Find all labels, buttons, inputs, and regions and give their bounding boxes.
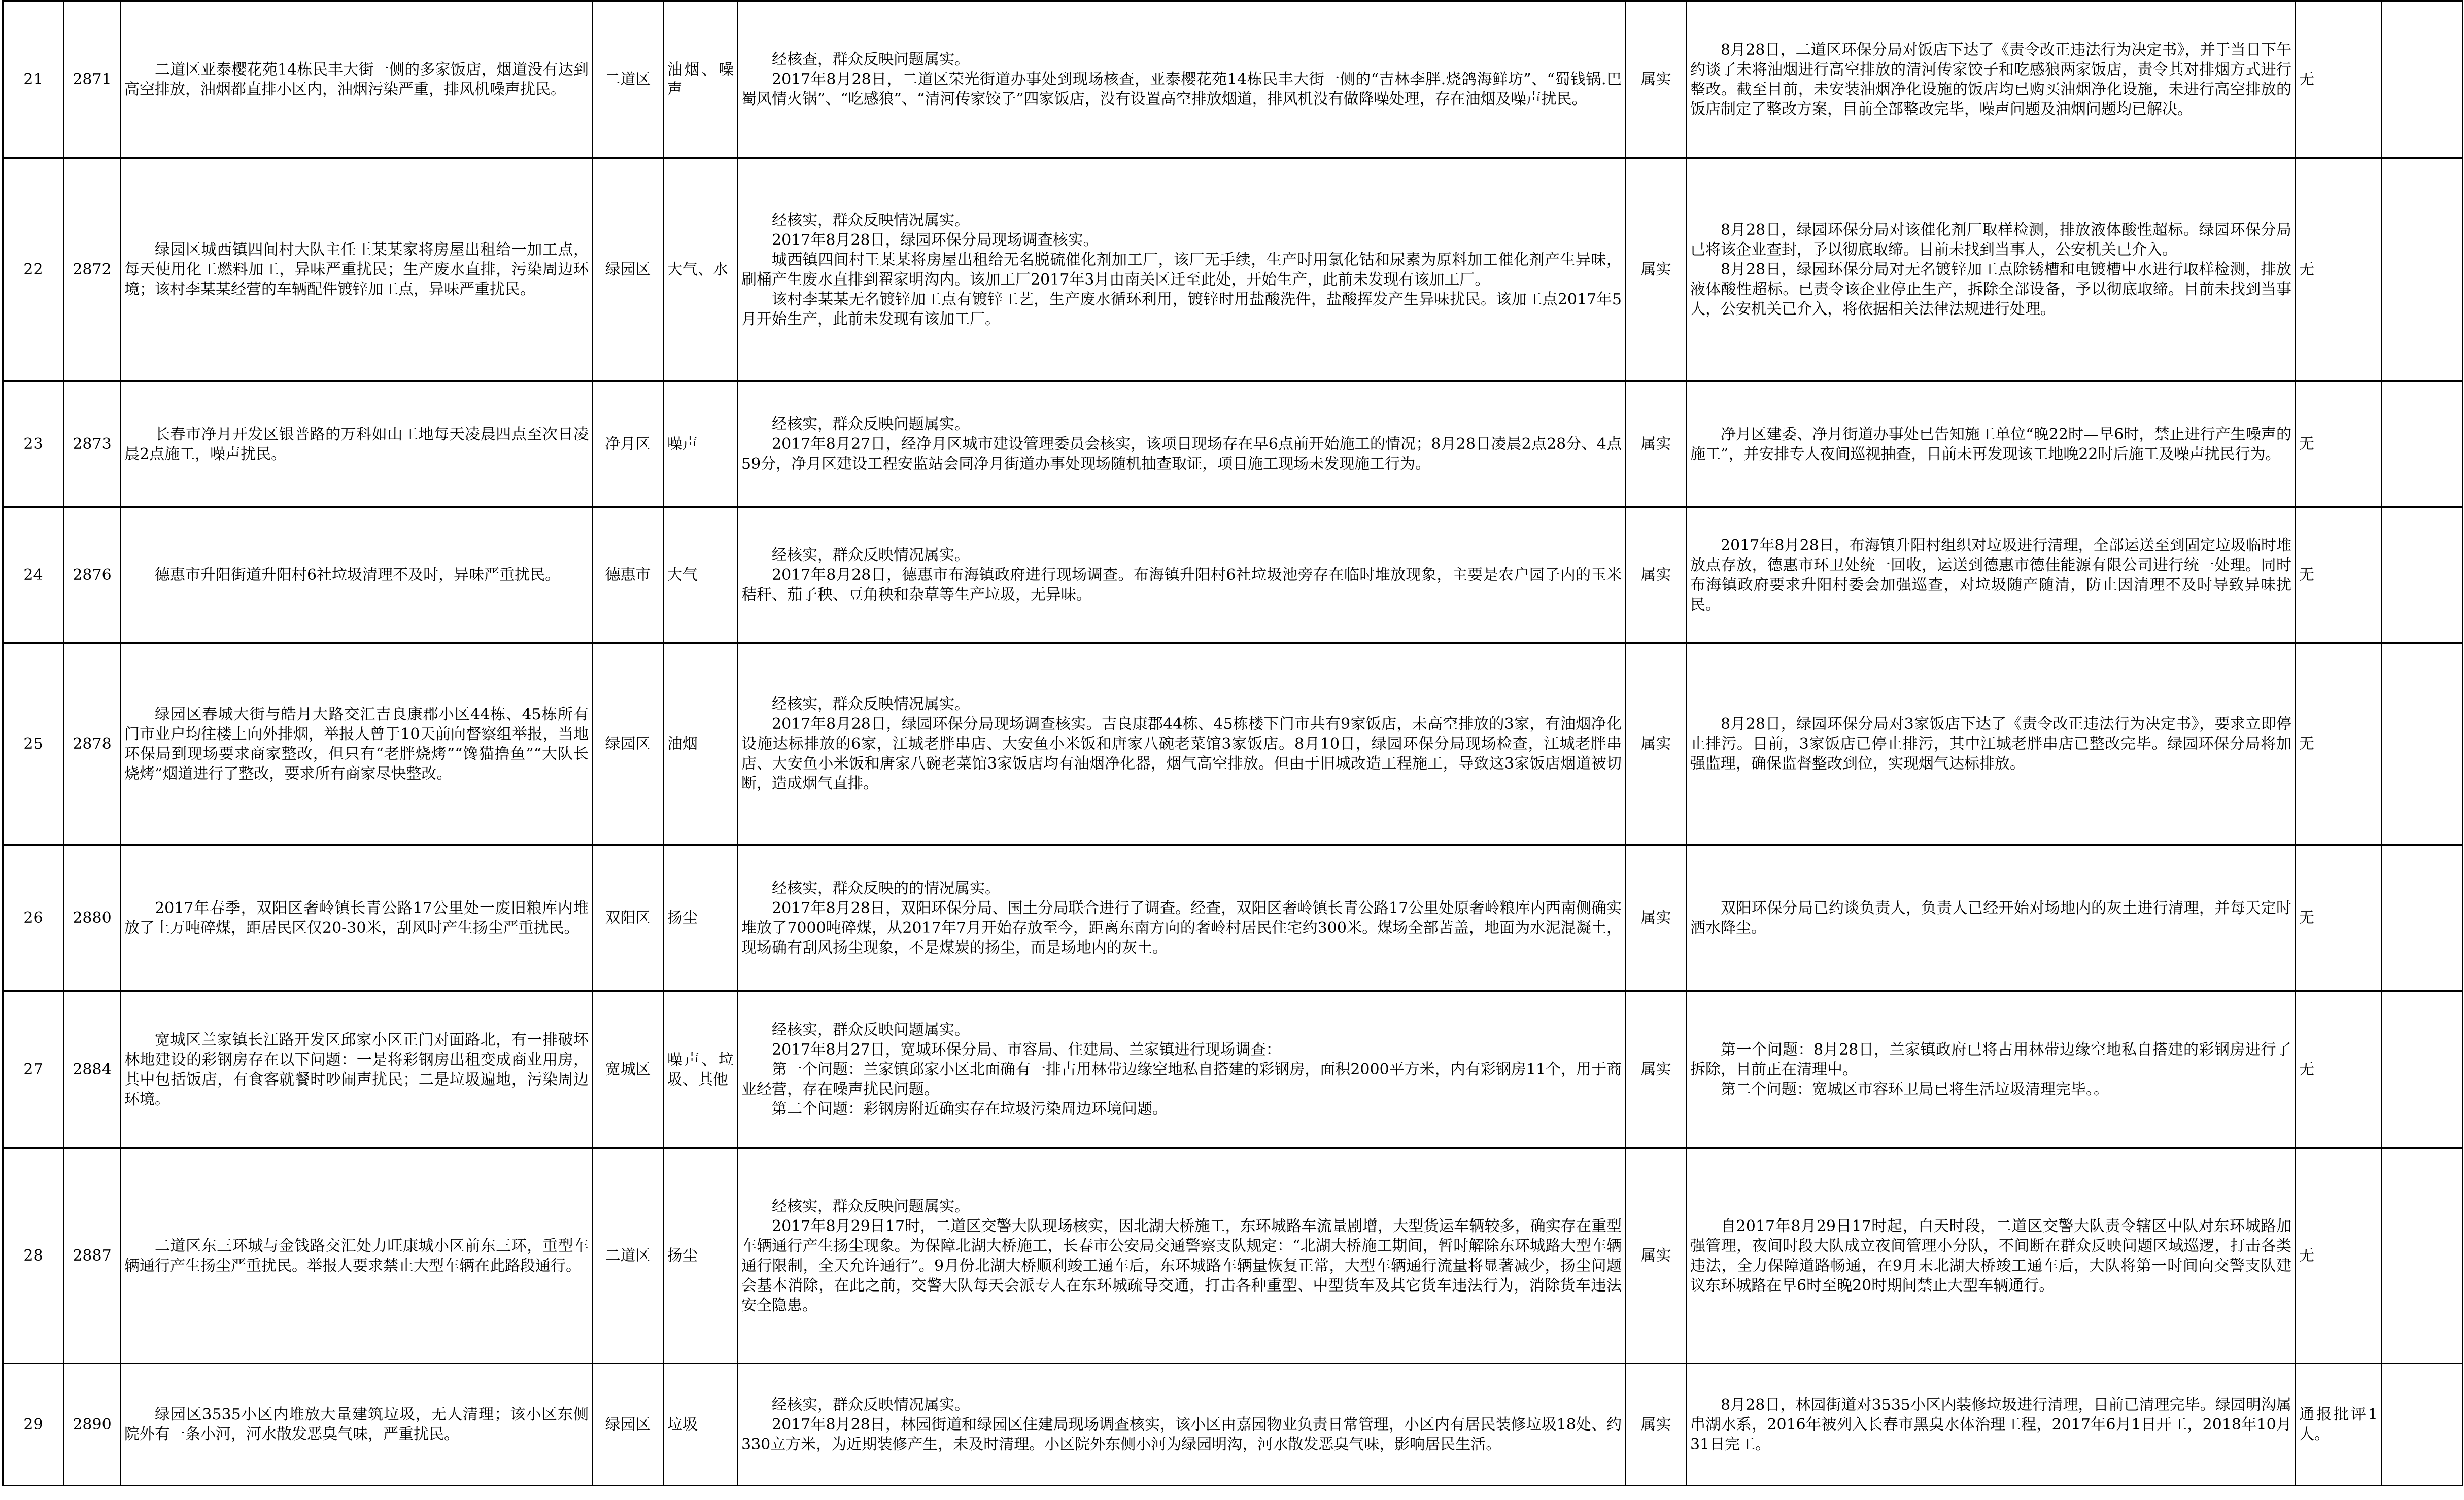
paragraph: 经核查，群众反映问题属实。 — [772, 51, 970, 68]
paragraph: 净月区建委、净月街道办事处已告知施工单位“晚22时—早6时，禁止进行产生噪声的施工”，并安排专人夜间巡视抽查，目前未再发现该工地晚22时后施工及噪声扰民行为。 — [1690, 425, 2291, 463]
petition-table — [2, 0, 2463, 1486]
paragraph: 德惠市升阳街道升阳村6社垃圾清理不及时，异味严重扰民。 — [155, 566, 561, 584]
table-row — [3, 1364, 2463, 1486]
district: 绿园区 — [593, 643, 664, 845]
investigation-result — [738, 1364, 1626, 1486]
pollution-type: 扬尘 — [664, 1148, 738, 1364]
case-id: 2887 — [64, 1148, 121, 1364]
investigation-result — [738, 643, 1626, 845]
accountability: 通报批评1人。 — [2296, 1364, 2382, 1486]
paragraph: 2017年8月28日，林园街道和绿园区住建局现场调查核实，该小区由嘉园物业负责日常管理，小区内有居民装修垃圾18处、约330立方米，为近期装修产生，未及时清理。小区院外东侧小河为绿园明沟，河水散发恶臭气味，影响居民生活。 — [741, 1415, 1622, 1453]
paragraph: 二道区东三环城与金钱路交汇处力旺康城小区前东三环，重型车辆通行产生扬尘严重扰民。举报人要求禁止大型车辆在此路段通行。 — [124, 1237, 589, 1275]
case-id: 2876 — [64, 507, 121, 643]
table-body — [3, 1, 2463, 1486]
case-id: 2880 — [64, 845, 121, 991]
paragraph: 经核实，群众反映情况属实。 — [772, 546, 970, 564]
table-row — [3, 1, 2463, 158]
pollution-type: 噪声 — [664, 381, 738, 507]
complaint-content — [121, 507, 593, 643]
paragraph: 经核实，群众反映情况属实。 — [772, 695, 970, 713]
complaint-content — [121, 845, 593, 991]
table-row — [3, 158, 2463, 381]
table-row — [3, 643, 2463, 845]
investigation-result — [738, 991, 1626, 1148]
paragraph: 第一个问题：8月28日，兰家镇政府已将占用林带边缘空地私自搭建的彩钢房进行了拆除，目前正在清理中。 — [1690, 1041, 2291, 1078]
table-row — [3, 991, 2463, 1148]
remark — [2382, 507, 2463, 643]
table-row — [3, 507, 2463, 643]
paragraph: 2017年8月27日，经净月区城市建设管理委员会核实，该项目现场存在早6点前开始施工的情况；8月28日凌晨2点28分、4点59分，净月区建设工程安监站会同净月街道办事处现场随机抽查取证，项目施工现场未发现施工行为。 — [741, 435, 1622, 473]
district: 绿园区 — [593, 158, 664, 381]
district: 绿园区 — [593, 1364, 664, 1486]
district: 二道区 — [593, 1148, 664, 1364]
row-number: 21 — [3, 1, 64, 158]
pollution-type: 大气、水 — [664, 158, 738, 381]
remark — [2382, 643, 2463, 845]
paragraph: 宽城区兰家镇长江路开发区邱家小区正门对面路北，有一排破坏林地建设的彩钢房存在以下问题：一是将彩钢房出租变成商业用房，其中包括饭店，有食客就餐时吵闹声扰民；二是垃圾遍地，污染周边环境。 — [124, 1031, 589, 1108]
handling-result — [1687, 845, 2296, 991]
remark — [2382, 158, 2463, 381]
handling-result — [1687, 1, 2296, 158]
verdict: 属实 — [1626, 643, 1687, 845]
paragraph: 2017年8月28日，绿园环保分局现场调查核实。吉良康郡44栋、45栋楼下门市共有9家饭店，未高空排放的3家，有油烟净化设施达标排放的6家，江城老胖串店、大安鱼小米饭和唐家八碗老菜馆3家饭店。8月10日，绿园环保分局现场检查，江城老胖串店、大安鱼小米饭和唐家八碗老菜馆3家饭店均有油烟净化器，烟气高空排放。但由于旧城改造工程施工，导致这3家饭店烟道被切断，造成烟气直排。 — [741, 715, 1622, 792]
paragraph: 绿园区3535小区内堆放大量建筑垃圾，无人清理；该小区东侧院外有一条小河，河水散发恶臭气味，严重扰民。 — [124, 1406, 589, 1443]
handling-result — [1687, 507, 2296, 643]
table-row — [3, 381, 2463, 507]
complaint-content — [121, 381, 593, 507]
table-row — [3, 845, 2463, 991]
paragraph: 2017年8月28日，双阳环保分局、国土分局联合进行了调查。经查，双阳区奢岭镇长青公路17公里处原奢岭粮库内西南侧确实堆放了7000吨碎煤，从2017年7月开始存放至今，距离东南方向的奢岭村居民住宅约300米。煤场全部苫盖，地面为水泥混凝土，现场确有刮风扬尘现象，不是煤炭的扬尘，而是场地内的灰土。 — [741, 899, 1622, 957]
remark — [2382, 845, 2463, 991]
paragraph: 经核实，群众反映问题属实。 — [772, 1021, 970, 1039]
paragraph: 2017年春季，双阳区奢岭镇长青公路17公里处一废旧粮库内堆放了上万吨碎煤，距居民区仅20-30米，刮风时产生扬尘严重扰民。 — [124, 899, 589, 937]
pollution-type: 油烟 — [664, 643, 738, 845]
investigation-result — [738, 381, 1626, 507]
report-page — [2, 0, 2462, 1486]
paragraph: 8月28日，绿园环保分局对3家饭店下达了《责令改正违法行为决定书》，要求立即停止排污。目前，3家饭店已停止排污，其中江城老胖串店已整改完毕。绿园环保分局将加强监理，确保监督整改到位，实现烟气达标排放。 — [1690, 715, 2291, 773]
paragraph: 自2017年8月29日17时起，白天时段，二道区交警大队责令辖区中队对东环城路加强管理，夜间时段大队成立夜间管理小分队，不间断在群众反映问题区域巡逻，打击各类违法，全力保障道路畅通，在9月末北湖大桥竣工通车后，大队将第一时间向交警支队建议东环城路在早6时至晚20时期间禁止大型车辆通行。 — [1690, 1217, 2291, 1295]
paragraph: 8月28日，绿园环保分局对该催化剂厂取样检测，排放液体酸性超标。绿园环保分局已将该企业查封，予以彻底取缔。目前未找到当事人，公安机关已介入。 — [1690, 221, 2291, 259]
case-id: 2873 — [64, 381, 121, 507]
accountability: 无 — [2296, 507, 2382, 643]
case-id: 2884 — [64, 991, 121, 1148]
accountability: 无 — [2296, 381, 2382, 507]
remark — [2382, 1148, 2463, 1364]
paragraph: 8月28日，绿园环保分局对无名镀锌加工点除锈槽和电镀槽中水进行取样检测，排放液体酸性超标。已责令该企业停止生产，拆除全部设备，予以彻底取缔。目前未找到当事人，公安机关已介入，将依据相关法律法规进行处理。 — [1690, 261, 2291, 318]
accountability: 无 — [2296, 643, 2382, 845]
remark — [2382, 1, 2463, 158]
row-number: 23 — [3, 381, 64, 507]
row-number: 22 — [3, 158, 64, 381]
verdict: 属实 — [1626, 507, 1687, 643]
verdict: 属实 — [1626, 1364, 1687, 1486]
complaint-content — [121, 158, 593, 381]
paragraph: 第二个问题：彩钢房附近确实存在垃圾污染周边环境问题。 — [772, 1100, 1168, 1118]
investigation-result — [738, 1148, 1626, 1364]
paragraph: 双阳环保分局已约谈负责人，负责人已经开始对场地内的灰土进行清理，并每天定时洒水降尘。 — [1690, 899, 2291, 937]
case-id: 2872 — [64, 158, 121, 381]
paragraph: 经核实，群众反映问题属实。 — [772, 415, 970, 433]
verdict: 属实 — [1626, 845, 1687, 991]
accountability: 无 — [2296, 991, 2382, 1148]
pollution-type: 大气 — [664, 507, 738, 643]
verdict: 属实 — [1626, 991, 1687, 1148]
complaint-content — [121, 1148, 593, 1364]
row-number: 26 — [3, 845, 64, 991]
accountability: 无 — [2296, 845, 2382, 991]
district: 宽城区 — [593, 991, 664, 1148]
complaint-content — [121, 1364, 593, 1486]
handling-result — [1687, 1364, 2296, 1486]
complaint-content — [121, 991, 593, 1148]
paragraph: 2017年8月27日，宽城环保分局、市容局、住建局、兰家镇进行现场调查： — [772, 1041, 1281, 1059]
paragraph: 经核实，群众反映的的情况属实。 — [772, 879, 1000, 897]
investigation-result — [738, 507, 1626, 643]
pollution-type: 垃圾 — [664, 1364, 738, 1486]
paragraph: 绿园区春城大街与皓月大路交汇吉良康郡小区44栋、45栋所有门市业户均往楼上向外排烟，举报人曾于10天前向督察组举报，当地环保局到现场要求商家整改，但只有“老胖烧烤”“馋猫撸鱼”“大队长烧烤”烟道进行了整改，要求所有商家尽快整改。 — [124, 705, 589, 783]
handling-result — [1687, 991, 2296, 1148]
accountability: 无 — [2296, 158, 2382, 381]
paragraph: 第一个问题：兰家镇邱家小区北面确有一排占用林带边缘空地私自搭建的彩钢房，面积2000平方米，内有彩钢房11个，用于商业经营，存在噪声扰民问题。 — [741, 1061, 1622, 1098]
remark — [2382, 1364, 2463, 1486]
row-number: 27 — [3, 991, 64, 1148]
paragraph: 经核实，群众反映情况属实。 — [772, 211, 970, 229]
paragraph: 2017年8月29日17时，二道区交警大队现场核实，因北湖大桥施工，东环城路车流量剧增，大型货运车辆较多，确实存在重型车辆通行产生扬尘现象。为保障北湖大桥施工，长春市公安局交通警察支队规定：“北湖大桥施工期间，暂时解除东环城路大型车辆通行限制，全天允许通行”。9月份北湖大桥顺利竣工通车后，东环城路车辆量恢复正常，大型车辆通行流量将显著减少，扬尘问题会基本消除，在此之前，交警大队每天会派专人在东环城疏导交通，打击各种重型、中型货车及其它货车违法行为，消除货车违法安全隐患。 — [741, 1217, 1622, 1314]
paragraph: 长春市净月开发区银普路的万科如山工地每天凌晨四点至次日凌晨2点施工，噪声扰民。 — [124, 425, 589, 463]
verdict: 属实 — [1626, 381, 1687, 507]
table-row — [3, 1148, 2463, 1364]
investigation-result — [738, 845, 1626, 991]
remark — [2382, 991, 2463, 1148]
paragraph: 经核实，群众反映问题属实。 — [772, 1197, 970, 1215]
case-id: 2871 — [64, 1, 121, 158]
row-number: 24 — [3, 507, 64, 643]
row-number: 25 — [3, 643, 64, 845]
investigation-result — [738, 1, 1626, 158]
district: 二道区 — [593, 1, 664, 158]
handling-result — [1687, 643, 2296, 845]
paragraph: 二道区亚泰樱花苑14栋民丰大街一侧的多家饭店，烟道没有达到高空排放，油烟都直排小区内，油烟污染严重，排风机噪声扰民。 — [124, 60, 589, 98]
paragraph: 2017年8月28日，德惠市布海镇政府进行现场调查。布海镇升阳村6社垃圾池旁存在临时堆放现象，主要是农户园子内的玉米秸秆、茄子秧、豆角秧和杂草等生产垃圾，无异味。 — [741, 566, 1622, 604]
complaint-content — [121, 643, 593, 845]
handling-result — [1687, 158, 2296, 381]
complaint-content — [121, 1, 593, 158]
paragraph: 绿园区城西镇四间村大队主任王某某家将房屋出租给一加工点，每天使用化工燃料加工，异味严重扰民；生产废水直排，污染周边环境；该村李某某经营的车辆配件镀锌加工点，异味严重扰民。 — [124, 241, 589, 298]
pollution-type: 噪声、垃圾、其他 — [664, 991, 738, 1148]
paragraph: 8月28日，林园街道对3535小区内装修垃圾进行清理，目前已清理完毕。绿园明沟属串湖水系，2016年被列入长春市黑臭水体治理工程，2017年6月1日开工，2018年10月31日完工。 — [1690, 1396, 2291, 1453]
paragraph: 第二个问题：宽城区市容环卫局已将生活垃圾清理完毕。。 — [1721, 1080, 2109, 1098]
paragraph: 经核实，群众反映情况属实。 — [772, 1396, 970, 1414]
remark — [2382, 381, 2463, 507]
district: 净月区 — [593, 381, 664, 507]
paragraph: 2017年8月28日，布海镇升阳村组织对垃圾进行清理，全部运送至到固定垃圾临时堆放点存放，德惠市环卫处统一回收，运送到德惠市德佳能源有限公司进行统一处理。同时布海镇政府要求升阳村委会加强巡查，对垃圾随产随清，防止因清理不及时导致异味扰民。 — [1690, 536, 2291, 614]
paragraph: 2017年8月28日，二道区荣光街道办事处到现场核查，亚泰樱花苑14栋民丰大街一侧的“吉林李胖.烧鸽海鲜坊”、“蜀钱锅.巴蜀风情火锅”、“吃感狼”、“清河传家饺子”四家饭店，没有设置高空排放烟道，排风机没有做降噪处理，存在油烟及噪声扰民。 — [741, 71, 1622, 108]
case-id: 2890 — [64, 1364, 121, 1486]
paragraph: 该村李某某无名镀锌加工点有镀锌工艺，生产废水循环利用，镀锌时用盐酸洗件，盐酸挥发产生异味扰民。该加工点2017年5月开始生产，此前未发现有该加工厂。 — [741, 290, 1622, 328]
row-number: 28 — [3, 1148, 64, 1364]
district: 德惠市 — [593, 507, 664, 643]
paragraph: 2017年8月28日，绿园环保分局现场调查核实。 — [772, 231, 1099, 249]
pollution-type: 油烟、噪声 — [664, 1, 738, 158]
handling-result — [1687, 381, 2296, 507]
investigation-result — [738, 158, 1626, 381]
row-number: 29 — [3, 1364, 64, 1486]
handling-result — [1687, 1148, 2296, 1364]
pollution-type: 扬尘 — [664, 845, 738, 991]
district: 双阳区 — [593, 845, 664, 991]
accountability: 无 — [2296, 1, 2382, 158]
paragraph: 城西镇四间村王某某将房屋出租给无名脱硫催化剂加工厂，该厂无手续，生产时用氯化钴和尿素为原料加工催化剂产生异味，刷桶产生废水直排到翟家明沟内。该加工厂2017年3月由南关区迁至此处，开始生产，此前未发现有该加工厂。 — [741, 251, 1622, 289]
accountability: 无 — [2296, 1148, 2382, 1364]
verdict: 属实 — [1626, 1, 1687, 158]
verdict: 属实 — [1626, 1148, 1687, 1364]
paragraph: 8月28日，二道区环保分局对饭店下达了《责令改正违法行为决定书》，并于当日下午约谈了未将油烟进行高空排放的清河传家饺子和吃感狼两家饭店，责令其对排烟方式进行整改。截至目前，未安装油烟净化设施的饭店均已购买油烟净化设施，未进行高空排放的饭店制定了整改方案，目前全部整改完毕，噪声问题及油烟问题均已解决。 — [1690, 41, 2291, 118]
verdict: 属实 — [1626, 158, 1687, 381]
case-id: 2878 — [64, 643, 121, 845]
